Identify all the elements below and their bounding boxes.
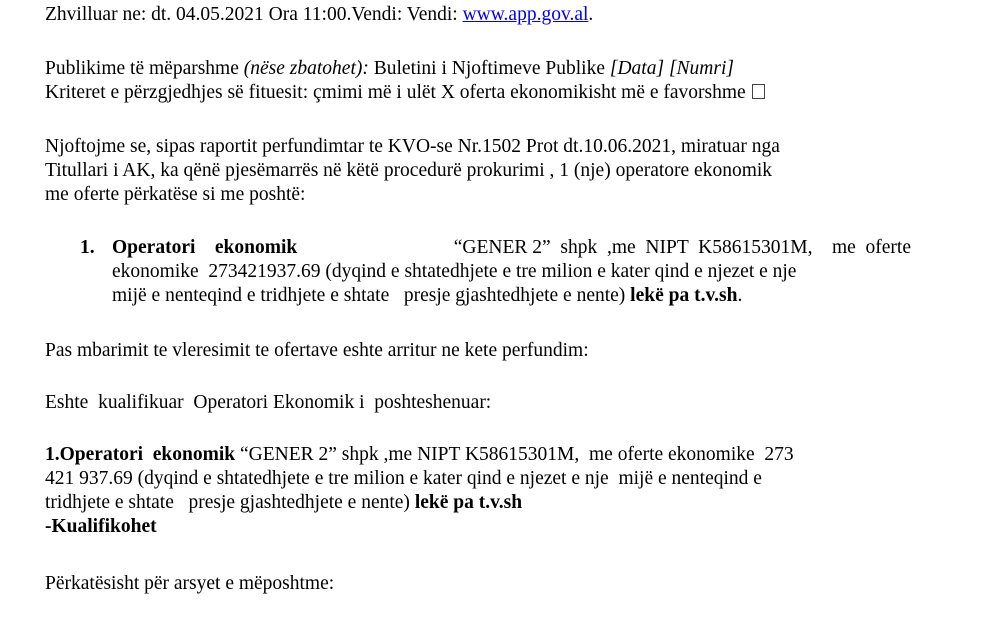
notice-line-2: Titullari i AK, ka qënë pjesëmarrës në këtë procedurë prokurimi , 1 (nje) operatore ekonomik [45, 160, 773, 181]
notice-line-3: me oferte përkatëse si me poshtë: [45, 184, 306, 205]
result-intro: Pas mbarimit te vleresimit te ofertave eshte arritur ne kete perfundim: [45, 340, 589, 361]
held-end: . [588, 4, 594, 25]
notice-line-1: Njoftojme se, sipas raportit perfundimtar te KVO-se Nr.1502 Prot dt.10.06.2021, miratuar nga [45, 136, 780, 157]
operator-list-item [112, 236, 911, 308]
reasons-intro: Përkatësisht për arsyet e mëposhtme: [45, 573, 335, 594]
operator-line-2: ekonomike 273421937.69 (dyqind e shtatedhjete e tre milion e kater qind e njezet e nje [112, 261, 797, 282]
criteria-text: Kriteret e përzgjedhjes së fituesit: çmimi më i ulët X oferta ekonomikisht më e favorshme [45, 82, 746, 103]
qualified-line-3-bold: lekë pa t.v.sh [414, 492, 523, 513]
publications-line [45, 57, 734, 81]
qualified-line-2: 421 937.69 (dyqind e shtatedhjete e tre milion e kater qind e njezet e nje mijë e nenteqind e [45, 468, 762, 489]
qualified-line-3 [45, 491, 912, 515]
app-gov-link[interactable]: www.app.gov.al [462, 4, 589, 25]
qualified-line-3-text: tridhjete e shtate presje gjashtedhjete e nente) [45, 492, 415, 513]
publications-placeholders: [Data] [Numri] [609, 58, 734, 79]
publications-bulletin: Buletini i Njoftimeve Publike [368, 58, 610, 79]
operator-line-3-text: mijë e nenteqind e tridhjete e shtate presje gjashtedhjete e nente) [112, 285, 631, 306]
criteria-line [45, 81, 765, 105]
operator-line-1-rest: “GENER 2” shpk ,me NIPT K58615301M, me oferte [453, 237, 911, 258]
qualified-line-1 [45, 443, 912, 467]
checkbox-icon[interactable] [752, 84, 765, 99]
qualified-bold-label: 1.Operatori ekonomik [45, 444, 236, 465]
operator-line-3-bold: lekë pa t.v.sh [630, 285, 738, 306]
operator-line-1 [112, 236, 911, 260]
operator-line-3 [112, 284, 911, 308]
publications-label: Publikime të mëparshme [45, 58, 244, 79]
operator-line-3-end: . [737, 285, 743, 306]
operator-bold-label: Operatori ekonomik [112, 237, 298, 258]
list-number: 1. [80, 237, 95, 258]
held-label: Zhvilluar ne: dt. 04.05.2021 Ora 11:00.Vendi: Vendi: [45, 4, 463, 25]
qualified-status: -Kualifikohet [45, 516, 157, 537]
notice-paragraph [45, 135, 912, 207]
publications-optional: (nëse zbatohet): [243, 58, 369, 79]
held-line [45, 3, 593, 27]
qualified-intro: Eshte kualifikuar Operatori Ekonomik i poshteshenuar: [45, 392, 492, 413]
qualified-line-1-rest: “GENER 2” shpk ,me NIPT K58615301M, me oferte ekonomike 273 [240, 444, 794, 465]
qualified-block [45, 443, 912, 539]
